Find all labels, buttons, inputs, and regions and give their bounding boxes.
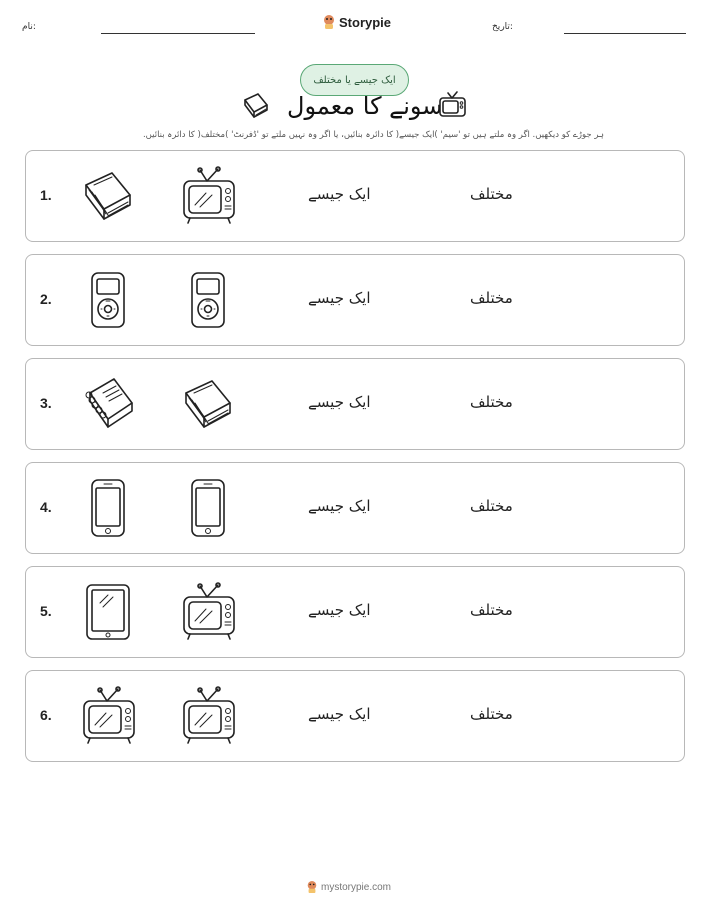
title-book-icon <box>241 90 271 124</box>
pair-row <box>25 358 685 450</box>
different-option[interactable]: مختلف <box>470 185 513 203</box>
instructions-text: ہر جوڑے کو دیکھیں. اگر وہ ملتے ہیں تو 'سیم' )ایک جیسے( کا دائرہ بنائیں، یا اگر وہ نہیں ملتے تو 'ڈفرنٹ' )مختلف( کا دائرہ بنائیں. <box>142 130 604 140</box>
pair-row <box>25 254 685 346</box>
different-option[interactable]: مختلف <box>470 289 513 307</box>
same-option[interactable]: ایک جیسے <box>308 289 371 307</box>
same-option[interactable]: ایک جیسے <box>308 705 371 723</box>
tv-icon <box>178 165 238 227</box>
row-number: 5. <box>40 603 52 619</box>
phone-icon <box>178 477 238 539</box>
ipod-icon <box>78 269 138 331</box>
different-option[interactable]: مختلف <box>470 393 513 411</box>
brand-logo <box>322 12 391 32</box>
title-tv-icon <box>437 90 467 124</box>
tablet-icon <box>78 581 138 643</box>
row-number: 2. <box>40 291 52 307</box>
row-number: 1. <box>40 187 52 203</box>
date-line[interactable] <box>564 33 686 34</box>
tv-icon <box>178 685 238 747</box>
date-label: تاریخ: <box>492 22 513 32</box>
worksheet-header <box>0 0 709 50</box>
row-number: 4. <box>40 499 52 515</box>
name-line[interactable] <box>101 33 255 34</box>
pair-row <box>25 150 685 242</box>
storypie-mascot-icon <box>306 880 318 894</box>
different-option[interactable]: مختلف <box>470 705 513 723</box>
same-option[interactable]: ایک جیسے <box>308 185 371 203</box>
ipod-icon <box>178 269 238 331</box>
footer <box>306 880 391 894</box>
footer-site-link[interactable]: mystorypie.com <box>321 881 392 893</box>
pair-row <box>25 566 685 658</box>
phone-icon <box>78 477 138 539</box>
same-option[interactable]: ایک جیسے <box>308 497 371 515</box>
pair-row <box>25 462 685 554</box>
same-option[interactable]: ایک جیسے <box>308 393 371 411</box>
book-icon <box>78 165 138 227</box>
different-option[interactable]: مختلف <box>470 497 513 515</box>
notebook-icon <box>78 373 138 435</box>
storypie-mascot-icon <box>322 14 336 30</box>
row-number: 6. <box>40 707 52 723</box>
different-option[interactable]: مختلف <box>470 601 513 619</box>
category-pill: ایک جیسے یا مختلف <box>300 64 409 96</box>
book-icon <box>178 373 238 435</box>
brand-name: Storypie <box>339 14 392 30</box>
name-label: نام: <box>22 22 36 32</box>
pair-row <box>25 670 685 762</box>
row-number: 3. <box>40 395 52 411</box>
page-title: سونے کا معمول <box>287 92 443 120</box>
tv-icon <box>178 581 238 643</box>
same-option[interactable]: ایک جیسے <box>308 601 371 619</box>
tv-icon <box>78 685 138 747</box>
